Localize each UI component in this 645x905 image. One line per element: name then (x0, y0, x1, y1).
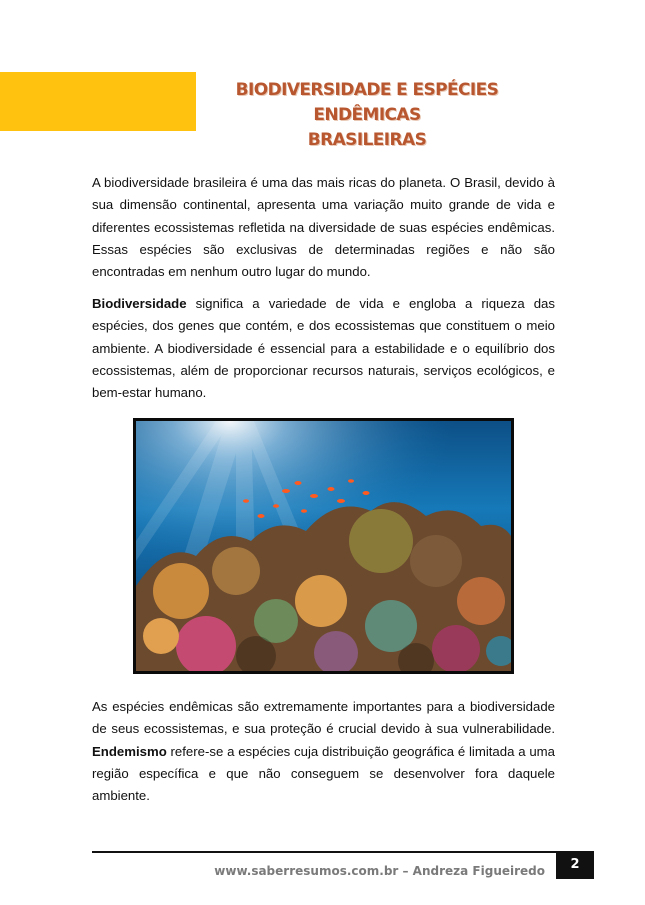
paragraph-biodiversity (92, 293, 555, 404)
coral-reef-photo (133, 418, 514, 674)
term-endemismo: Endemismo (92, 743, 167, 759)
page-number: 2 (556, 851, 594, 879)
title-line-2: BRASILEIRAS (307, 130, 427, 150)
title-line-1: BIODIVERSIDADE E ESPÉCIES ENDÊMICAS (235, 80, 499, 125)
paragraph-intro: A biodiversidade brasileira é uma das mais ricas do planeta. O Brasil, devido à sua dimensão continental, apresenta uma variação muito grande de vida e diferentes ecossistemas refletida na diversidade de suas espécies endêmicas. Essas espécies são exclusivas de determinadas regiões e não são encontradas em nenhum outro lugar do mundo. (92, 175, 555, 280)
coral-reef-illustration (136, 421, 511, 671)
paragraph-endemism-intro: As espécies endêmicas são extremamente importantes para a biodiversidade de seus ecossistemas, e sua proteção é crucial devido à sua vulnerabilidade. (92, 699, 555, 737)
paragraph-endemism (92, 696, 555, 807)
term-biodiversidade: Biodiversidade (92, 296, 187, 311)
page-title (196, 78, 538, 153)
footer-credit: www.saberresumos.com.br – Andreza Figueiredo (214, 864, 545, 878)
paragraph-endemism-text: refere-se a espécies cuja distribuição geográfica é limitada a uma região específica e que não conseguem se desenvolver fora daquele ambiente. (92, 743, 555, 804)
footer-divider (92, 851, 556, 853)
title-accent-bar (0, 72, 196, 131)
paragraph-biodiversity-text: significa a variedade de vida e engloba a riqueza das espécies, dos genes que contém, e dos ecossistemas que constituem o meio ambiente. A biodiversidade é essencial para a estabilidade e o equilíbrio dos ecossistemas, além de proporcionar recursos naturais, serviços ecológicos, e bem-estar humano. (92, 296, 555, 401)
